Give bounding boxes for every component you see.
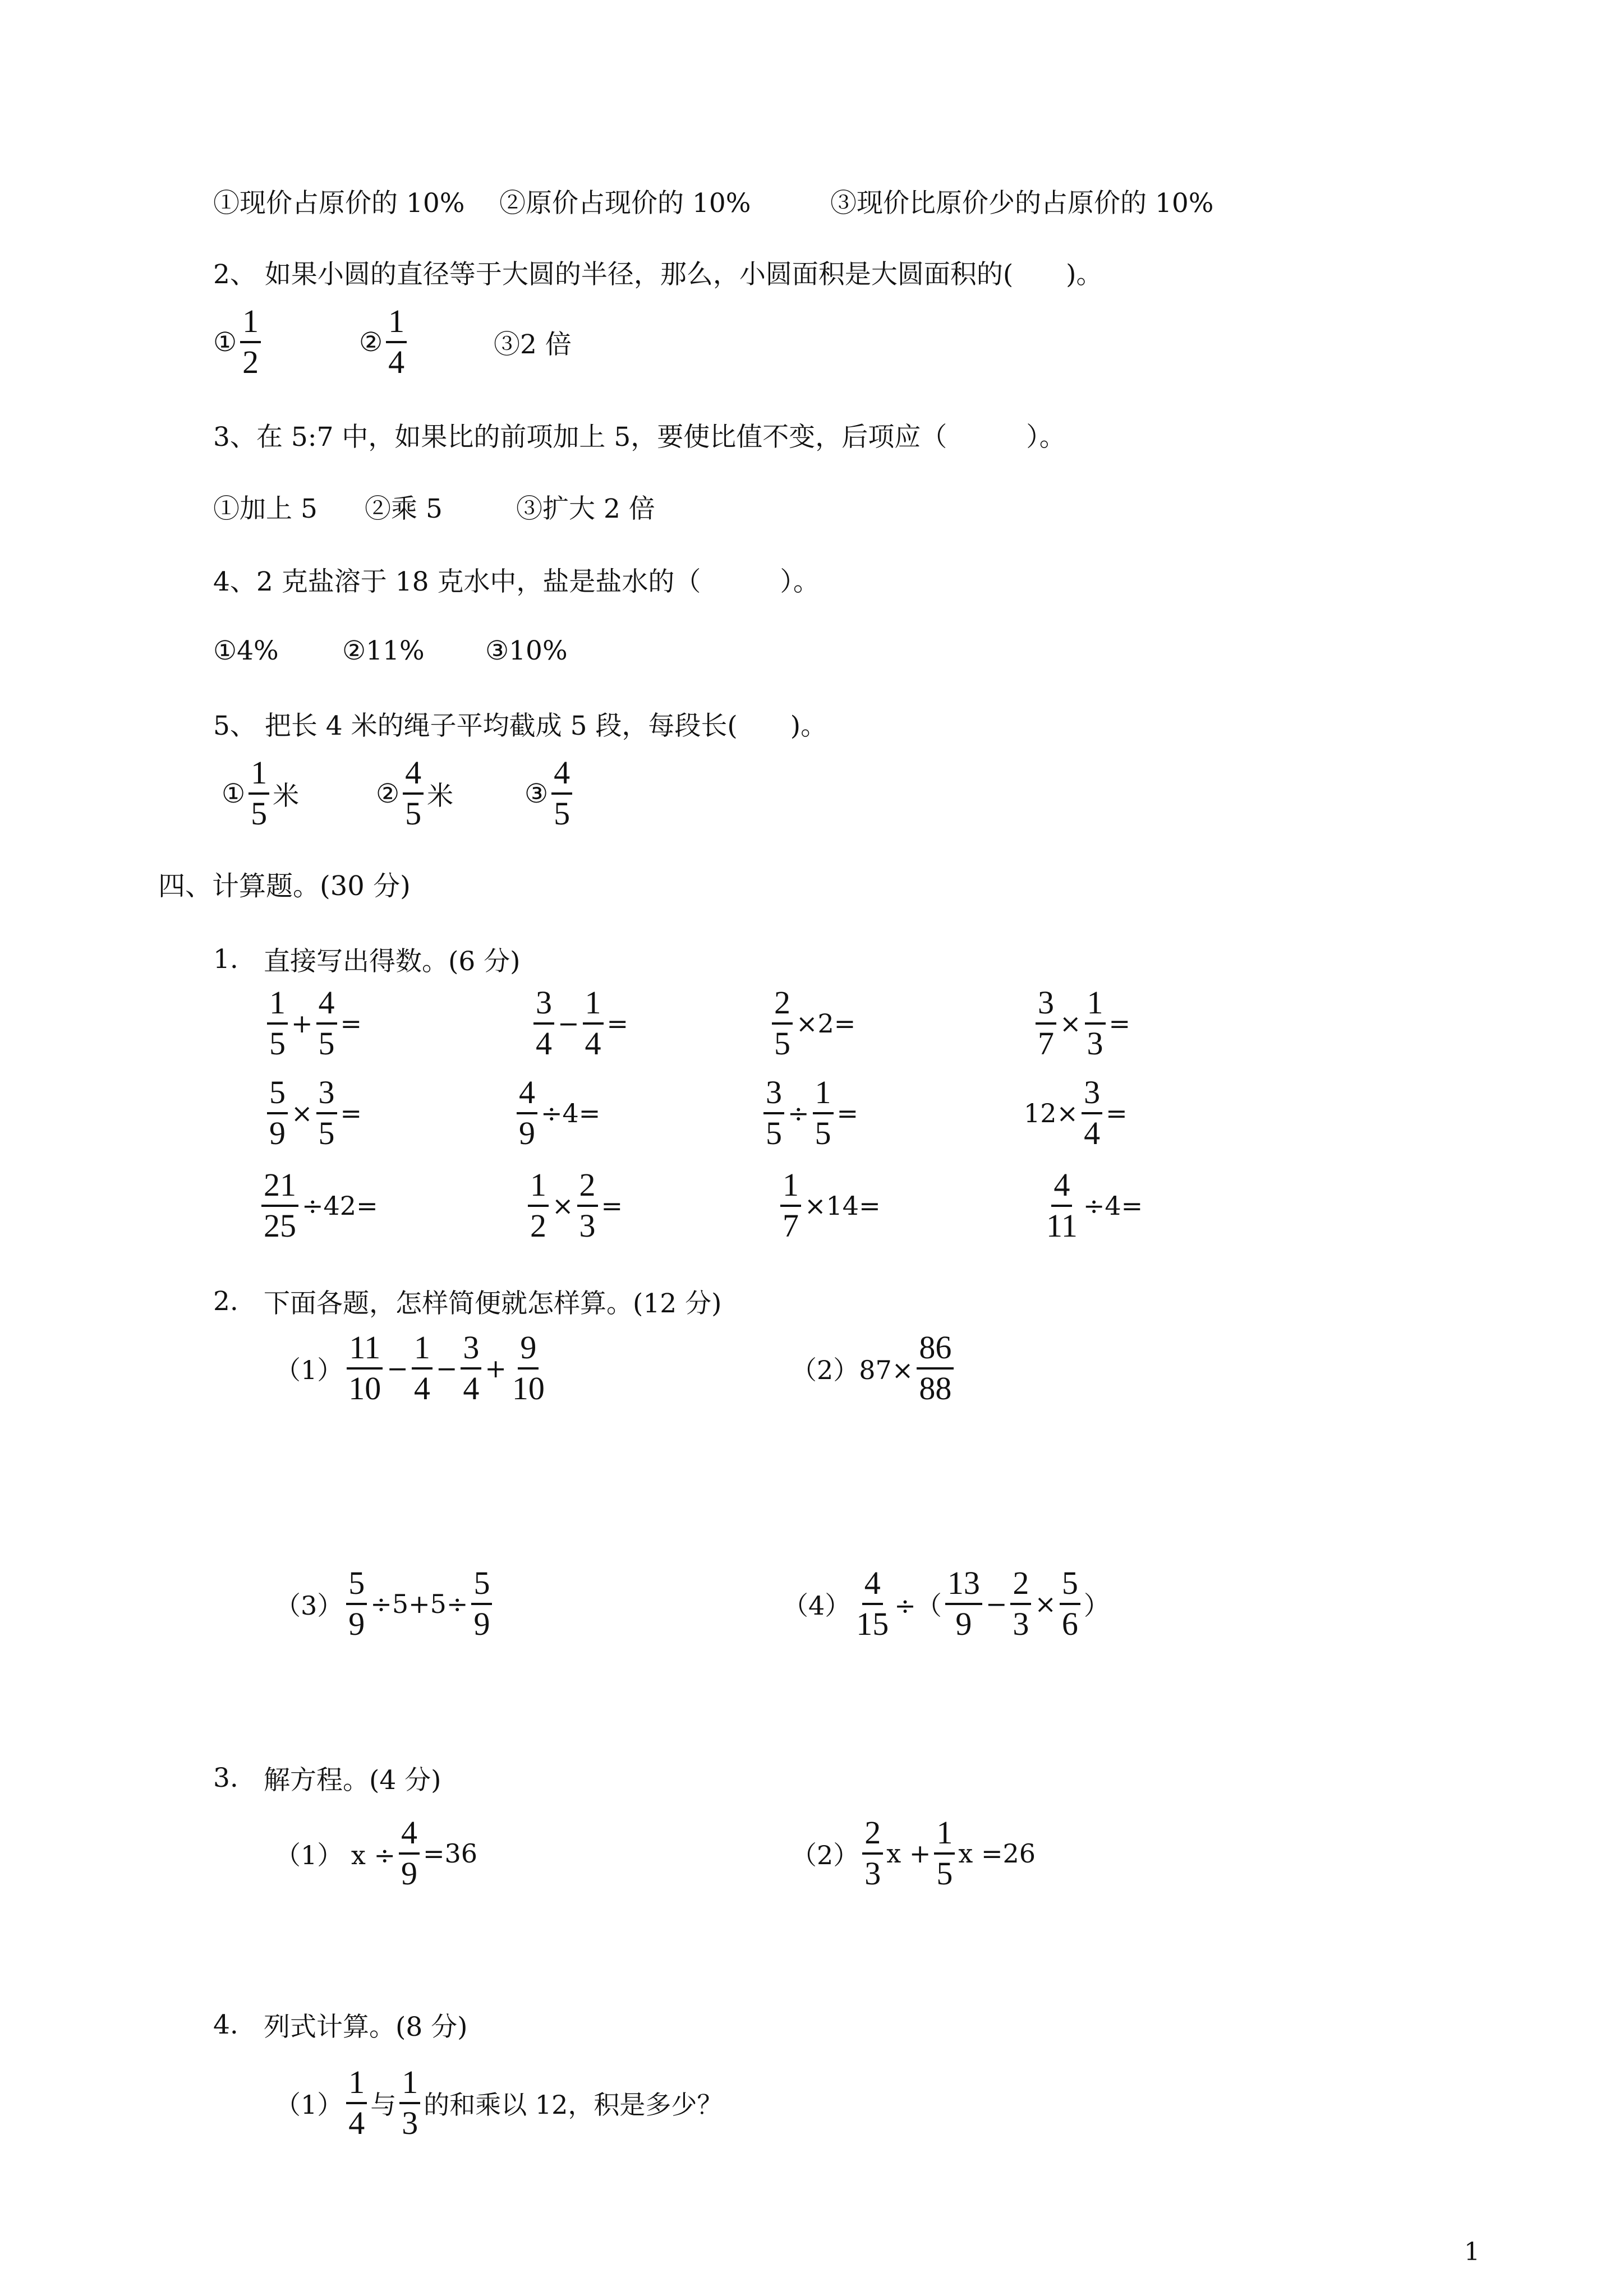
calc-1b [530,981,628,1066]
numerator: 3 [1082,1076,1102,1114]
numerator: 5 [267,1076,288,1114]
math-text: （1） [275,1355,343,1385]
denominator: 7 [1038,1025,1054,1062]
math-text: − [558,1008,579,1039]
math-text: （4） [783,1590,851,1621]
math-text: x =26 [958,1838,1036,1869]
math-text: ÷（ [894,1590,942,1621]
math-text: + [291,1008,313,1039]
calc-1h [1024,1071,1128,1155]
fraction [399,1816,420,1891]
fraction [551,756,572,831]
math-text: （2）87× [791,1355,914,1385]
fraction [917,1331,954,1406]
numerator: 1 [412,1331,433,1370]
numerator: 1 [528,1168,549,1207]
numerator: 4 [517,1076,537,1114]
q2-option-1 [213,300,264,384]
denominator: 5 [269,1025,286,1062]
q1-option-1: ①现价占原价的 10% [213,187,465,219]
fraction [934,1816,955,1891]
math-text: = [340,1008,362,1039]
calc-1k [777,1164,881,1248]
equation-1 [275,1811,477,1896]
fraction [772,986,793,1061]
math-text: × [291,1098,313,1128]
simplify-4 [783,1562,1110,1646]
numerator: 86 [917,1331,954,1370]
numerator: 21 [261,1168,298,1207]
denominator: 88 [919,1370,952,1407]
numerator: 13 [945,1566,982,1605]
math-text: = [606,1008,629,1039]
simplify-3 [275,1562,495,1646]
numerator: 4 [862,1566,883,1605]
numerator: 4 [1051,1168,1072,1207]
fraction [267,986,288,1061]
denominator: 4 [463,1370,480,1407]
numerator: 1 [399,2066,420,2104]
numerator: 5 [1060,1566,1080,1605]
math-text: ÷42= [302,1191,378,1221]
numerator: 3 [461,1331,481,1370]
math-text: ） [1083,1590,1110,1621]
denominator: 15 [856,1606,889,1642]
q2-stem: 2、 如果小圆的直径等于大圆的半径，那么，小圆面积是大圆面积的( )。 [213,259,1103,290]
math-text: 12× [1024,1098,1079,1128]
denominator: 4 [1084,1115,1101,1151]
math-text: ÷5+5÷ [370,1589,468,1619]
fraction [1010,1566,1031,1642]
fraction [1044,1168,1080,1243]
equation-2 [791,1811,1036,1896]
math-text: ×2= [796,1008,856,1039]
numerator: 1 [240,305,261,343]
fraction [528,1168,549,1243]
fraction [533,986,554,1061]
denominator: 3 [402,2105,418,2141]
calc-1l [1041,1164,1143,1248]
numerator: 1 [249,756,269,795]
fraction [346,1331,383,1406]
numerator: 3 [763,1076,784,1114]
fraction [510,1331,547,1406]
q1-option-3: ③现价比原价少的占原价的 10% [830,187,1214,219]
numerator: 4 [399,1816,420,1855]
denominator: 9 [955,1606,972,1642]
denominator: 5 [766,1115,782,1151]
part1-title: 直接写出得数。(6 分) [264,946,521,977]
numerator: 1 [1085,986,1106,1025]
denominator: 3 [864,1855,881,1892]
q1-option-2: ②原价占现价的 10% [499,187,751,219]
denominator: 11 [1046,1207,1078,1244]
numerator: 1 [346,2066,367,2104]
math-text: ÷4= [541,1098,601,1128]
fraction [1082,1076,1102,1151]
q4-stem: 4、2 克盐溶于 18 克水中，盐是盐水的（ ）。 [213,566,820,597]
numerator: 5 [471,1566,492,1605]
denominator: 9 [473,1606,490,1642]
numerator: 4 [551,756,572,795]
denominator: 5 [405,795,422,832]
numerator: 11 [347,1331,383,1370]
denominator: 4 [536,1025,552,1062]
numerator: 1 [386,305,407,343]
calc-1a [264,981,362,1066]
calc-1e [264,1071,362,1155]
denominator: 5 [774,1025,790,1062]
fraction [386,305,407,380]
section-4-title: 四、计算题。(30 分) [158,870,411,902]
numerator: 1 [780,1168,801,1207]
denominator: 5 [318,1025,335,1062]
numerator: 1 [934,1816,955,1855]
fraction [399,2066,420,2141]
q5-stem: 5、 把长 4 米的绳子平均截成 5 段，每段长( )。 [213,710,827,741]
fraction [412,1331,433,1406]
math-text: （2） [791,1840,859,1870]
denominator: 4 [388,344,405,380]
calc-1c [769,981,855,1066]
fraction [1060,1566,1080,1642]
denominator: 25 [264,1207,296,1244]
fraction [1085,986,1106,1061]
calc-1f [513,1071,600,1155]
fraction [461,1331,481,1406]
math-text: ÷ [788,1098,809,1128]
math-text: 与 [370,2090,397,2120]
simplify-2 [791,1326,957,1410]
math-text: ③ [525,778,549,809]
math-text: x + [886,1838,931,1869]
part3-title: 解方程。(4 分) [264,1764,441,1796]
denominator: 9 [401,1855,417,1892]
numerator: 2 [772,986,793,1025]
denominator: 5 [251,795,268,832]
math-text: （3） [275,1590,343,1621]
page-number: 1 [1464,2238,1480,2266]
math-text: = [601,1191,623,1221]
q3-option-3: ③扩大 2 倍 [516,493,655,524]
math-text: = [1106,1098,1128,1128]
math-text: ② [376,778,400,809]
denominator: 9 [519,1115,535,1151]
q2-option-3: ③2 倍 [494,329,572,360]
q4-option-2: ②11% [342,635,425,666]
math-text: × [552,1191,574,1221]
fraction [862,1816,883,1891]
denominator: 4 [348,2105,365,2141]
part4-number: 4. [213,2009,238,2040]
fraction [763,1076,784,1151]
denominator: 3 [1087,1025,1103,1062]
q2-option-2 [359,300,410,384]
denominator: 2 [242,344,259,380]
calc-1d [1032,981,1130,1066]
calc-1j [525,1164,623,1248]
numerator: 3 [316,1076,337,1114]
numerator: 1 [813,1076,834,1114]
numerator: 1 [583,986,604,1025]
math-text: ② [359,326,383,358]
math-text: （1） [275,2090,343,2120]
calc-1i [258,1164,378,1248]
word-calc-1 [275,2061,723,2145]
denominator: 9 [348,1606,365,1642]
fraction [316,1076,337,1151]
fraction [1036,986,1056,1061]
math-text: ① [222,778,246,809]
denominator: 10 [512,1370,545,1407]
numerator: 9 [518,1331,539,1370]
q5-option-2 [376,751,453,836]
math-text: = [1108,1008,1131,1039]
numerator: 4 [316,986,337,1025]
denominator: 4 [413,1370,430,1407]
denominator: 7 [783,1207,799,1244]
denominator: 6 [1061,1606,1078,1642]
fraction [249,756,269,831]
math-text: = [836,1098,859,1128]
math-text: （1） x ÷ [275,1840,395,1870]
numerator: 2 [862,1816,883,1855]
math-text: + [485,1353,507,1384]
numerator: 2 [577,1168,598,1207]
part4-title: 列式计算。(8 分) [264,2011,468,2043]
fraction [517,1076,537,1151]
simplify-1 [275,1326,550,1410]
denominator: 9 [269,1115,286,1151]
numerator: 3 [1036,986,1056,1025]
math-text: ×14= [804,1191,881,1221]
denominator: 10 [348,1370,381,1407]
math-text: ① [213,326,237,358]
numerator: 2 [1010,1566,1031,1605]
q5-option-1 [222,751,299,836]
q3-option-1: ①加上 5 [213,493,318,524]
denominator: 2 [530,1207,546,1244]
math-text: 米 [427,780,454,812]
numerator: 1 [267,986,288,1025]
denominator: 5 [318,1115,335,1151]
fraction [346,1566,367,1642]
math-text: ÷4= [1083,1191,1143,1221]
fraction [261,1168,298,1243]
fraction [267,1076,288,1151]
numerator: 4 [403,756,424,795]
q4-option-1: ①4% [213,635,279,666]
fraction [583,986,604,1061]
part2-title: 下面各题，怎样简便就怎样算。(12 分) [264,1288,722,1319]
fraction [945,1566,982,1642]
part1-number: 1. [213,943,238,975]
fraction [240,305,261,380]
fraction [780,1168,801,1243]
math-text: − [985,1589,1007,1619]
math-text: 的和乘以 12，积是多少？ [424,2090,723,2120]
denominator: 3 [1013,1606,1029,1642]
fraction [813,1076,834,1151]
denominator: 3 [579,1207,596,1244]
numerator: 5 [346,1566,367,1605]
math-text: = [340,1098,362,1128]
denominator: 4 [585,1025,601,1062]
fraction [316,986,337,1061]
numerator: 3 [533,986,554,1025]
q3-stem: 3、在 5:7 中，如果比的前项加上 5，要使比值不变，后项应（ ）。 [213,421,1066,453]
denominator: 5 [815,1115,831,1151]
q3-option-2: ②乘 5 [365,493,443,524]
fraction [471,1566,492,1642]
math-text: 米 [273,780,300,812]
denominator: 5 [936,1855,953,1892]
fraction [346,2066,367,2141]
part2-number: 2. [213,1285,238,1317]
math-text: − [435,1353,458,1384]
math-text: =36 [423,1838,478,1869]
fraction [403,756,424,831]
q4-option-3: ③10% [485,635,568,666]
math-text: − [387,1353,408,1384]
part3-number: 3. [213,1762,238,1794]
calc-1g [760,1071,858,1155]
math-text: × [1034,1589,1056,1619]
math-text: × [1060,1008,1082,1039]
q5-option-3 [525,751,576,836]
fraction [854,1566,891,1642]
fraction [577,1168,598,1243]
denominator: 5 [554,795,571,832]
